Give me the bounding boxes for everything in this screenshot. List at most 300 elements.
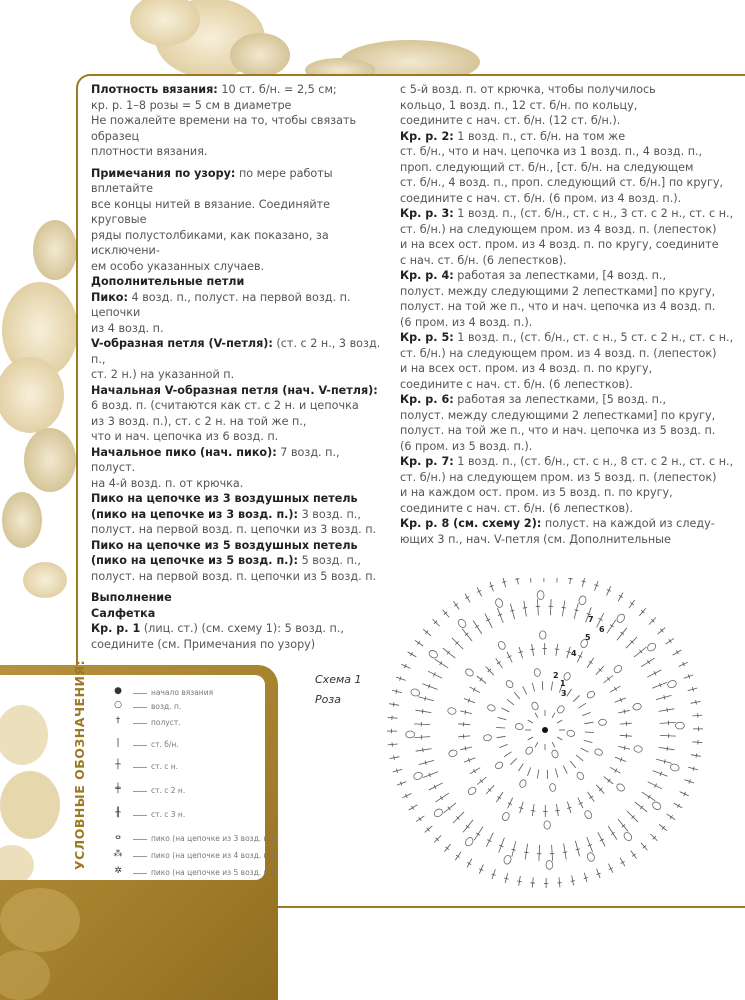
stitch-mark-icon (455, 852, 461, 860)
start-v-line-2: из 3 возд. п.), ст. с 2 н. на той же п., (91, 414, 307, 428)
stitch-mark-icon (443, 648, 455, 658)
stitch-mark-icon (659, 709, 675, 712)
stitch-mark-icon (647, 670, 661, 677)
stitch-crossbar-icon (589, 661, 593, 663)
stitch-mark-icon (552, 713, 555, 718)
stitch-mark-icon (585, 732, 594, 733)
legend-symbol-icon: | (116, 738, 120, 748)
stitch-crossbar-icon (524, 852, 528, 853)
row1-cont-1: с 5-й возд. п. от крючка, чтобы получилось (400, 83, 656, 96)
legend-title: УСЛОВНЫЕ ОБОЗНАЧЕНИЯ: (72, 659, 87, 870)
stitch-mark-icon (641, 658, 654, 667)
stitch-mark-icon (607, 620, 616, 633)
stitch-crossbar-icon (574, 610, 578, 611)
stitch-crossbar-icon (632, 854, 636, 857)
stitch-mark-icon (530, 578, 531, 583)
row7-label: Кр. р. 7: (400, 455, 454, 468)
chain-stitch-icon (675, 722, 684, 729)
start-picot-text-1: 7 возд. п., полуст. (91, 445, 340, 474)
row5-line-4: соедините с нач. ст. б/н. (6 лепестков). (400, 377, 633, 391)
stitch-crossbar-icon (498, 796, 502, 798)
row7-line-1 (400, 454, 735, 470)
stitch-mark-icon (537, 770, 538, 779)
caption-title: Роза (315, 693, 341, 706)
row1-text-1: (лиц. ст.) (см. схему 1): 5 возд. п., (143, 622, 344, 635)
stitch-mark-icon (641, 843, 648, 851)
stitch-crossbar-icon (423, 748, 424, 752)
row8-line-1 (400, 516, 735, 532)
stitch-crossbar-icon (693, 767, 694, 771)
legend-leader-line (133, 693, 147, 694)
chain-stitch-icon (576, 771, 586, 781)
stitch-mark-icon (496, 658, 503, 668)
row5-label: Кр. р. 5: (400, 331, 454, 344)
row5-line-3: и на всех ост. пром. из 4 возд. п. по кругу, (400, 362, 653, 375)
stitch-mark-icon (596, 785, 604, 794)
chain-stitch-icon (633, 745, 642, 753)
round-number-label: 4 (571, 649, 577, 658)
stitch-mark-icon (416, 749, 432, 752)
legend-label: пико (на цепочке из 4 возд. п.) (151, 851, 274, 860)
legend-symbol-icon: ⴰ (115, 832, 121, 842)
stitch-crossbar-icon (523, 608, 527, 609)
chain-stitch-icon (433, 808, 444, 819)
stitch-mark-icon (573, 695, 579, 701)
stitch-crossbar-icon (582, 581, 586, 582)
picot3-line-2: полуст. на первой возд. п. цепочки из 3 возд. п. (91, 523, 377, 536)
stitch-mark-icon (584, 740, 593, 742)
stitch-mark-icon (519, 876, 521, 886)
chain-stitch-icon (594, 748, 603, 757)
row6-line-2: полуст. между следующими 2 лепестками] по кругу, (400, 408, 716, 422)
stitch-crossbar-icon (624, 746, 625, 750)
row4-line-1 (400, 268, 735, 284)
legend-label: пико (на цепочке из 3 возд. п.) (151, 834, 274, 843)
stitch-mark-icon (627, 811, 638, 822)
legend-symbol-icon: † (115, 716, 121, 726)
row4-line-3: полуст. на той же п., что и нач. цепочка из 4 возд. п. (400, 300, 716, 313)
legend-leader-line (133, 839, 147, 840)
picot-text-1: 4 возд. п., полуст. на первой возд. п. цепочки (91, 290, 351, 319)
row3-line-1 (400, 206, 735, 222)
stitch-mark-icon (423, 629, 431, 635)
row1-line-1 (91, 621, 385, 637)
caption-scheme: Схема 1 (315, 673, 362, 686)
chain-stitch-icon (534, 668, 541, 677)
stitch-mark-icon (514, 692, 520, 699)
gauge-line-3: Не пожалейте времени на то, чтобы связать образец (91, 114, 357, 143)
legend-label: пико (на цепочке из 5 возд. п.) (151, 868, 274, 877)
chain-stitch-icon (616, 613, 627, 624)
picot-line-2: из 4 возд. п. (91, 321, 164, 335)
stitch-mark-icon (585, 722, 594, 724)
chain-stitch-icon (540, 631, 547, 639)
picot3-label-1: Пико на цепочке из 3 воздушных петель (91, 492, 358, 505)
stitch-mark-icon (581, 748, 589, 752)
chain-stitch-icon (537, 591, 544, 600)
legend-label: полуст. (151, 718, 181, 727)
legend-floral (0, 880, 278, 1000)
notes-line-4: ем особо указанных случаев. (91, 259, 265, 273)
vst-line-1 (91, 336, 385, 367)
round-number-label: 7 (588, 615, 594, 624)
start-picot-line-2: на 4-й возд. п. от крючка. (91, 476, 244, 490)
stitch-mark-icon (634, 647, 646, 657)
row8-text-1: полуст. на каждой из следу- (544, 517, 715, 530)
extra-stitches-heading: Дополнительные петли (91, 275, 245, 288)
stitch-mark-icon (626, 637, 637, 648)
notes-line-1 (91, 166, 385, 197)
stitch-mark-icon (501, 708, 509, 712)
picot5-label-1: Пико на цепочке из 5 воздушных петель (91, 538, 358, 552)
vst-text-1: (ст. с 2 н., 3 возд. п., (91, 337, 381, 366)
round-number-label: 2 (553, 671, 559, 680)
stitch-mark-icon (660, 735, 676, 736)
row8-label: Кр. р. 8 (см. схему 2): (400, 517, 542, 530)
stitch-crossbar-icon (465, 746, 466, 750)
stitch-mark-icon (458, 736, 470, 737)
chain-stitch-icon (632, 703, 642, 711)
row8-line-2: ющих 3 п., нач. V-петля (см. Дополнительные (400, 532, 671, 546)
chain-stitch-icon (464, 836, 475, 847)
stitch-crossbar-icon (512, 849, 516, 850)
row3-line-4: с нач. ст. б/н. (6 лепестков). (400, 253, 567, 267)
stitch-mark-icon (388, 717, 398, 718)
stitch-mark-icon (555, 769, 557, 778)
stitch-mark-icon (518, 764, 523, 772)
row3-line-2: ст. б/н.) на следующем пром. из 4 возд. п. (лепесток) (400, 222, 717, 236)
chain-stitch-icon (615, 782, 625, 792)
stitch-mark-icon (477, 777, 486, 785)
stitch-mark-icon (557, 720, 562, 723)
round-number-label: 5 (585, 633, 591, 642)
chain-stitch-icon (494, 761, 504, 771)
row6-line-1 (400, 392, 735, 408)
stitch-crossbar-icon (456, 855, 460, 858)
stitch-crossbar-icon (504, 878, 508, 879)
row2-text-1: 1 возд. п., ст. б/н. на том же (457, 129, 626, 143)
stitch-mark-icon (642, 792, 655, 801)
stitch-mark-icon (617, 628, 627, 640)
stitch-mark-icon (693, 742, 703, 743)
stitch-crossbar-icon (669, 639, 672, 643)
legend-label: ст. б/н. (151, 740, 179, 749)
row1-cont-2: кольцо, 1 возд. п., 12 ст. б/н. по кольцу, (400, 98, 638, 112)
stitch-mark-icon (473, 621, 482, 634)
stitch-mark-icon (658, 628, 666, 635)
chain-stitch-icon (406, 731, 415, 738)
stitch-mark-icon (610, 767, 620, 773)
stitch-crossbar-icon (648, 795, 650, 799)
stitch-crossbar-icon (454, 604, 458, 607)
stitch-mark-icon (620, 735, 632, 736)
stitch-mark-icon (388, 744, 398, 745)
legend-symbol-icon: ╫ (115, 808, 121, 818)
row2-line-4: ст. б/н., 4 возд. п., проп. следующий ст. б/н.] по кругу, (400, 176, 724, 189)
chain-stitch-icon (586, 852, 595, 863)
stitch-crossbar-icon (555, 810, 559, 811)
chain-stitch-icon (505, 679, 515, 689)
notes-label: Примечания по узору: (91, 166, 236, 180)
stitch-mark-icon (587, 658, 594, 668)
start-v-line-3: что и нач. цепочка из 6 возд. п. (91, 430, 279, 443)
stitch-mark-icon (532, 878, 533, 888)
row5-text-1: 1 возд. п., (ст. б/н., ст. с н., 5 ст. с 2 н., ст. с н., (457, 331, 734, 344)
row1-label: Кр. р. 1 (91, 622, 141, 635)
legend-leader-line (133, 856, 147, 857)
stitch-mark-icon (425, 826, 433, 833)
stitch-mark-icon (563, 766, 567, 774)
stitch-crossbar-icon (664, 759, 665, 763)
stitch-mark-icon (539, 845, 540, 861)
chain-stitch-icon (586, 690, 596, 700)
chain-stitch-icon (483, 734, 492, 741)
row2-label: Кр. р. 2: (400, 129, 454, 143)
stitch-mark-icon (562, 601, 564, 617)
stitch-mark-icon (499, 744, 507, 747)
row7-line-3: и на каждом ост. пром. из 5 возд. п. по кругу, (400, 486, 673, 499)
picot-line-1 (91, 290, 385, 321)
legend-symbol-icon: ✲ (114, 866, 122, 876)
stitch-crossbar-icon (670, 815, 673, 819)
stitch-mark-icon (512, 841, 516, 857)
stitch-crossbar-icon (562, 607, 566, 608)
stitch-mark-icon (496, 728, 505, 729)
row6-line-4: (6 пром. из 5 возд. п.). (400, 439, 533, 453)
stitch-crossbar-icon (417, 641, 420, 645)
stitch-mark-icon (524, 601, 527, 617)
stitch-mark-icon (596, 666, 604, 675)
stitch-mark-icon (542, 681, 543, 690)
stitch-mark-icon (656, 759, 672, 763)
stitch-mark-icon (486, 785, 494, 794)
chain-stitch-icon (467, 786, 477, 796)
stitch-crossbar-icon (422, 709, 423, 713)
legend-leader-line (133, 745, 147, 746)
row2-line-3: проп. следующий ст. б/н., [ст. б/н. на следующем (400, 160, 694, 174)
stitch-crossbar-icon (563, 852, 567, 853)
stitch-mark-icon (485, 614, 492, 628)
stitch-mark-icon (503, 578, 506, 587)
stitch-mark-icon (477, 676, 486, 683)
legend-symbol-icon: ┼ (115, 760, 121, 770)
legend-symbol-icon: ● (114, 686, 122, 696)
stitch-mark-icon (547, 770, 548, 779)
stitch-mark-icon (389, 704, 399, 706)
legend-symbol-icon: ○ (114, 700, 122, 710)
stitch-mark-icon (557, 578, 558, 583)
chain-stitch-icon (546, 860, 553, 869)
stitch-mark-icon (579, 703, 587, 708)
gauge-line-4: плотности вязания. (91, 145, 208, 158)
stitch-mark-icon (435, 659, 448, 668)
row6-label: Кр. р. 6: (400, 393, 454, 406)
picot3-label-2: (пико на цепочке из 3 возд. п.): (91, 507, 299, 521)
stitch-mark-icon (535, 742, 538, 747)
stitch-mark-icon (659, 747, 675, 749)
start-picot-line-1 (91, 445, 385, 476)
notes-text-1: по мере работы вплетайте (91, 166, 333, 195)
chain-stitch-icon (598, 719, 607, 726)
row2-line-2: ст. б/н., что и нач. цепочка из 1 возд. п., 4 возд. п., (400, 145, 703, 158)
start-picot-label: Начальное пико (нач. пико): (91, 445, 277, 459)
row2-line-5: соедините с нач. ст. б/н. (6 пром. из 4 возд. п.). (400, 191, 682, 205)
stitch-crossbar-icon (394, 756, 395, 760)
stitch-mark-icon (557, 737, 562, 740)
stitch-crossbar-icon (647, 660, 649, 664)
stitch-mark-icon (486, 833, 493, 847)
stitch-mark-icon (474, 827, 483, 840)
start-v-label: Начальная V-образная петля (нач. V-петля): (91, 383, 378, 397)
stitch-mark-icon (556, 644, 558, 656)
notes-line-3: ряды полустолбиками, как показано, за исключени- (91, 228, 329, 257)
stitch-mark-icon (443, 610, 450, 618)
legend-leader-line (133, 707, 147, 708)
notes-line-2: все концы нитей в вязание. Соединяйте круговые (91, 197, 331, 226)
stitch-crossbar-icon (440, 661, 442, 665)
stitch-mark-icon (416, 816, 424, 822)
stitch-crossbar-icon (611, 832, 615, 834)
diagram-caption (315, 670, 362, 710)
stitch-mark-icon (552, 742, 555, 747)
stitch-mark-icon (414, 724, 430, 725)
chain-stitch-icon (544, 821, 551, 829)
stitch-crossbar-icon (440, 796, 442, 800)
round-number-label: 3 (561, 689, 567, 698)
stitch-mark-icon (510, 758, 516, 764)
chain-stitch-icon (651, 801, 662, 812)
picot3-text-1: 3 возд. п., (301, 507, 361, 521)
execution-heading: Выполнение (91, 591, 172, 604)
stitch-mark-icon (691, 755, 701, 757)
stitch-mark-icon (639, 608, 645, 616)
stitch-mark-icon (532, 804, 534, 816)
stitch-mark-icon (414, 737, 430, 738)
legend-label: ст. с н. (151, 762, 179, 771)
stitch-mark-icon (535, 713, 538, 718)
legend-leader-line (133, 767, 147, 768)
start-dot (542, 727, 548, 733)
stitch-crossbar-icon (624, 709, 625, 713)
chain-stitch-icon (410, 688, 420, 697)
chain-stitch-icon (531, 701, 540, 711)
stitch-mark-icon (659, 824, 667, 830)
stitch-mark-icon (556, 804, 558, 816)
chain-stitch-icon (583, 809, 592, 819)
stitch-mark-icon (525, 844, 527, 860)
stitch-crossbar-icon (610, 625, 614, 627)
stitch-mark-icon (550, 599, 551, 615)
gauge-line-1 (91, 82, 385, 98)
stitch-mark-icon (588, 792, 595, 802)
chain-stitch-icon (515, 723, 524, 730)
chain-stitch-icon (623, 831, 634, 842)
row2-line-1 (400, 129, 735, 145)
stitch-crossbar-icon (667, 747, 668, 751)
stitch-mark-icon (582, 578, 585, 587)
chain-stitch-icon (524, 746, 534, 756)
vst-line-2: ст. 2 н.) на указанной п. (91, 368, 235, 381)
start-v-line-1: 6 возд. п. (считаются как ст. с 2 н. и цепочка (91, 399, 359, 412)
stitch-mark-icon (559, 877, 560, 887)
stitch-mark-icon (498, 717, 507, 719)
stitch-mark-icon (552, 845, 553, 861)
gauge-line-2: кр. р. 1–8 розы = 5 см в диаметре (91, 98, 292, 112)
round-number-label: 6 (599, 625, 605, 634)
stitch-mark-icon (649, 618, 656, 625)
chain-stitch-icon (549, 783, 556, 792)
stitch-mark-icon (660, 722, 676, 723)
round-number-label: 1 (560, 679, 566, 688)
stitch-crossbar-icon (393, 702, 394, 706)
stitch-mark-icon (598, 832, 605, 846)
stitch-mark-icon (528, 720, 533, 723)
stitch-crossbar-icon (667, 708, 668, 712)
chain-stitch-icon (447, 707, 456, 715)
row4-text-1: работая за лепестками, [4 возд. п., (457, 269, 667, 282)
legend-label: ст. с 3 н. (151, 810, 186, 819)
legend-label: возд. п. (151, 702, 182, 711)
stitch-mark-icon (415, 640, 423, 646)
chain-stitch-icon (497, 640, 506, 650)
row5-line-1 (400, 330, 735, 346)
stitch-mark-icon (635, 802, 647, 812)
row3-line-3: и на всех ост. пром. из 4 возд. п. по кругу, соедините (400, 238, 719, 251)
legend-label: ст. с 2 н. (151, 786, 186, 795)
stitch-crossbar-icon (589, 796, 593, 799)
row1-cont-3: соедините с нач. ст. б/н. (12 ст. б/н.). (400, 114, 621, 127)
chain-stitch-icon (413, 771, 424, 780)
chain-stitch-icon (578, 595, 587, 605)
stitch-mark-icon (537, 599, 538, 615)
stitch-crossbar-icon (497, 662, 501, 665)
chain-stitch-icon (613, 664, 623, 674)
row6-text-1: работая за лепестками, [5 возд. п., (457, 393, 667, 406)
doily-heading: Салфетка (91, 606, 156, 620)
stitch-mark-icon (523, 686, 527, 694)
stitch-mark-icon (434, 835, 441, 842)
legend-leader-line (133, 873, 147, 874)
left-column (91, 82, 385, 652)
chain-stitch-icon (501, 811, 510, 821)
stitch-mark-icon (428, 671, 442, 678)
stitch-crossbar-icon (696, 700, 697, 704)
stitch-mark-icon (608, 826, 617, 839)
stitch-mark-icon (576, 755, 583, 761)
stitch-mark-icon (618, 819, 628, 831)
stitch-mark-icon (564, 844, 567, 860)
picot-label: Пико: (91, 290, 128, 304)
stitch-mark-icon (418, 697, 434, 701)
chain-stitch-icon (448, 749, 458, 757)
stitch-mark-icon (650, 834, 657, 841)
row3-text-1: 1 возд. п., (ст. б/н., ст. с н., 3 ст. с 2 н., ст. с н., (457, 207, 734, 220)
legend-leader-line (133, 791, 147, 792)
stitch-mark-icon (416, 710, 432, 712)
row7-text-1: 1 возд. п., (ст. б/н., ст. с н., 8 ст. с 2 н., ст. с н., (457, 455, 734, 468)
stitch-mark-icon (610, 686, 620, 692)
chain-stitch-icon (494, 598, 503, 609)
stitch-mark-icon (462, 629, 472, 641)
stitch-mark-icon (567, 689, 572, 697)
stitch-crossbar-icon (396, 689, 397, 693)
stitch-crossbar-icon (465, 710, 466, 714)
picot3-line-1 (91, 507, 385, 523)
stitch-mark-icon (551, 682, 552, 691)
gauge-value: 10 ст. б/н. = 2,5 см; (221, 83, 337, 96)
stitch-mark-icon (532, 644, 534, 656)
stitch-mark-icon (574, 603, 578, 619)
